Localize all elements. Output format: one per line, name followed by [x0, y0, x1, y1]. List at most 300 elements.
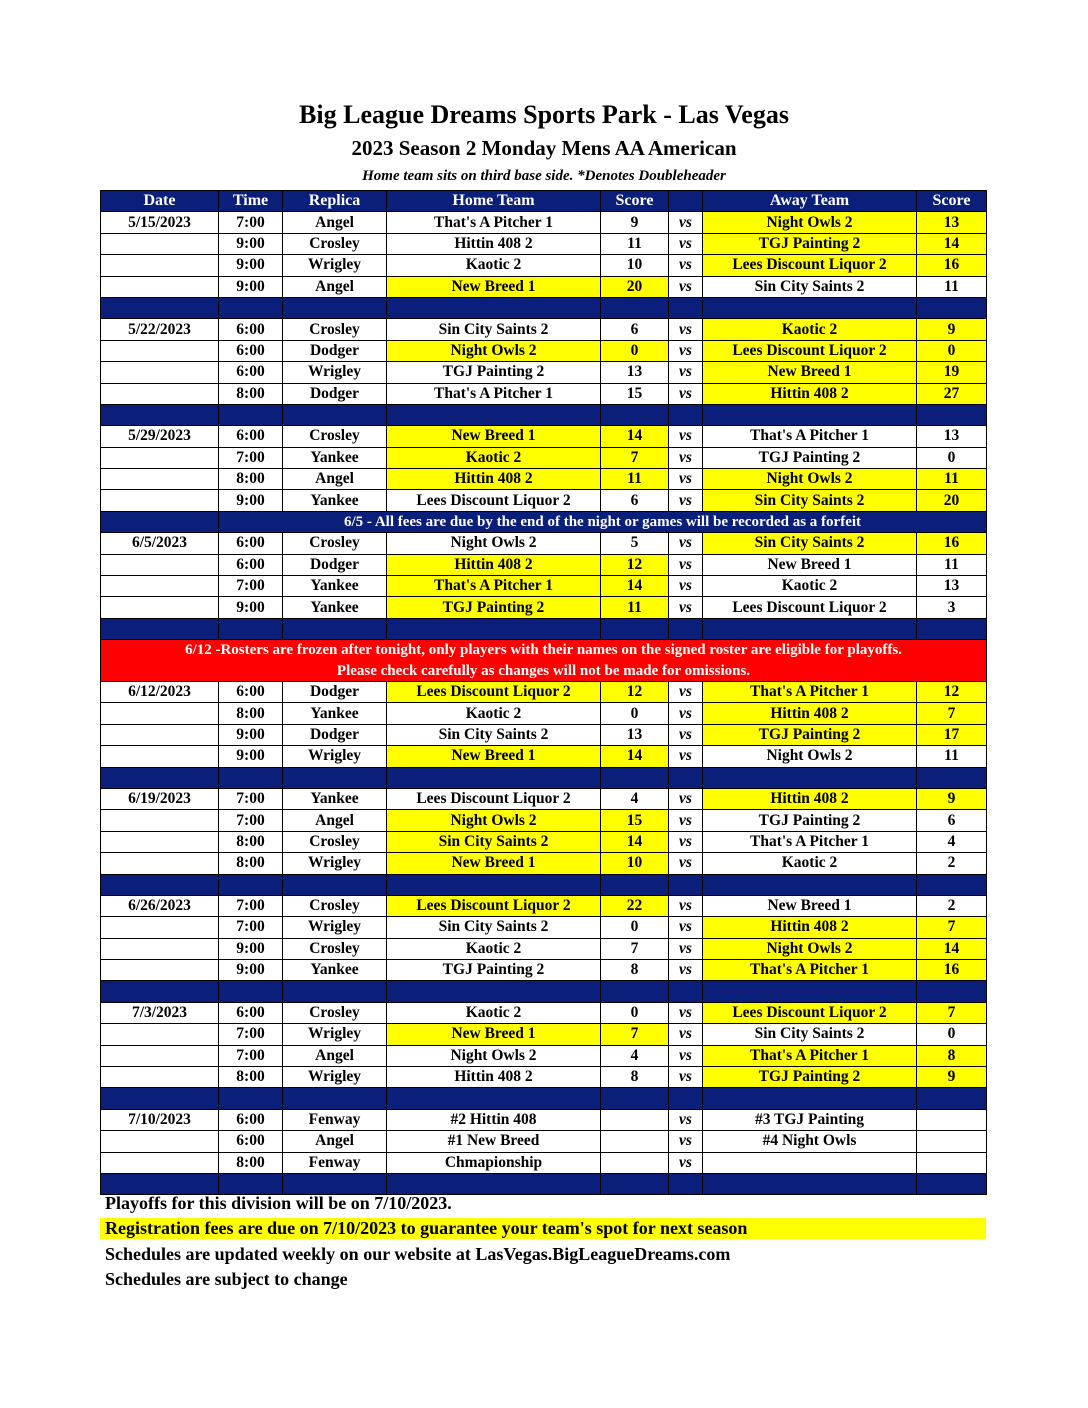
- game-field: Angel: [283, 212, 387, 233]
- game-field: Fenway: [283, 1152, 387, 1173]
- game-time: 9:00: [219, 490, 283, 511]
- week-separator-row: [101, 981, 987, 1002]
- game-field: Angel: [283, 810, 387, 831]
- away-score: 14: [917, 938, 987, 959]
- game-field: Dodger: [283, 340, 387, 361]
- table-row: [101, 788, 987, 809]
- away-score: 0: [917, 1024, 987, 1045]
- week-separator-row: [101, 767, 987, 788]
- away-team: TGJ Painting 2: [703, 724, 917, 745]
- home-team: Kaotic 2: [387, 1002, 601, 1023]
- away-team: TGJ Painting 2: [703, 233, 917, 254]
- table-row: [101, 1045, 987, 1066]
- away-score: 19: [917, 362, 987, 383]
- table-row: [101, 895, 987, 916]
- notice-row: [101, 511, 987, 532]
- game-field: Wrigley: [283, 255, 387, 276]
- notice-text: 6/5 - All fees are due by the end of the night or games will be recorded as a forfeit: [219, 511, 987, 532]
- game-date: [101, 1024, 219, 1045]
- away-score: 11: [917, 469, 987, 490]
- away-score: 2: [917, 895, 987, 916]
- game-time: 6:00: [219, 1002, 283, 1023]
- alert-row: [101, 640, 987, 661]
- footer-registration-note: Registration fees are due on 7/10/2023 to guarantee your team's spot for next season: [100, 1218, 986, 1239]
- separator-cell: [387, 767, 601, 788]
- game-date: [101, 810, 219, 831]
- table-row: [101, 938, 987, 959]
- game-field: Wrigley: [283, 362, 387, 383]
- separator-cell: [601, 618, 669, 639]
- game-field: Wrigley: [283, 1024, 387, 1045]
- away-score: 7: [917, 703, 987, 724]
- away-score: 20: [917, 490, 987, 511]
- col-header-away-score: Score: [917, 191, 987, 212]
- game-field: Dodger: [283, 554, 387, 575]
- table-row: [101, 831, 987, 852]
- away-score: 2: [917, 853, 987, 874]
- game-date: [101, 917, 219, 938]
- separator-cell: [283, 404, 387, 425]
- home-score: 4: [601, 1045, 669, 1066]
- game-time: 6:00: [219, 533, 283, 554]
- game-time: 8:00: [219, 1067, 283, 1088]
- game-date: [101, 1131, 219, 1152]
- separator-cell: [917, 1173, 987, 1194]
- game-time: 7:00: [219, 895, 283, 916]
- separator-cell: [101, 618, 219, 639]
- separator-cell: [101, 981, 219, 1002]
- game-time: 7:00: [219, 788, 283, 809]
- game-date: [101, 362, 219, 383]
- game-date: [101, 724, 219, 745]
- home-score: 15: [601, 383, 669, 404]
- home-score: 11: [601, 469, 669, 490]
- game-field: Wrigley: [283, 917, 387, 938]
- home-score: 20: [601, 276, 669, 297]
- separator-cell: [703, 404, 917, 425]
- away-team: Sin City Saints 2: [703, 490, 917, 511]
- separator-cell: [387, 1088, 601, 1109]
- game-date: 6/5/2023: [101, 533, 219, 554]
- home-team: Lees Discount Liquor 2: [387, 788, 601, 809]
- game-field: Yankee: [283, 788, 387, 809]
- game-time: 6:00: [219, 1109, 283, 1130]
- separator-cell: [669, 1088, 703, 1109]
- away-team: That's A Pitcher 1: [703, 681, 917, 702]
- separator-cell: [601, 874, 669, 895]
- game-date: [101, 746, 219, 767]
- table-row: [101, 426, 987, 447]
- game-time: 6:00: [219, 1131, 283, 1152]
- vs-label: vs: [669, 576, 703, 597]
- game-time: 9:00: [219, 255, 283, 276]
- home-score: 12: [601, 554, 669, 575]
- away-score: 14: [917, 233, 987, 254]
- away-score: [917, 1131, 987, 1152]
- away-score: 11: [917, 554, 987, 575]
- separator-cell: [669, 1173, 703, 1194]
- away-score: [917, 1109, 987, 1130]
- game-time: 7:00: [219, 810, 283, 831]
- footer-website-note: Schedules are updated weekly on our website at LasVegas.BigLeagueDreams.com: [105, 1244, 731, 1264]
- home-team: New Breed 1: [387, 746, 601, 767]
- game-date: 5/29/2023: [101, 426, 219, 447]
- away-team: Night Owls 2: [703, 938, 917, 959]
- game-time: 9:00: [219, 233, 283, 254]
- vs-label: vs: [669, 831, 703, 852]
- away-score: 6: [917, 810, 987, 831]
- game-time: 8:00: [219, 853, 283, 874]
- table-row: [101, 724, 987, 745]
- home-score: 0: [601, 703, 669, 724]
- away-team: Kaotic 2: [703, 319, 917, 340]
- game-date: [101, 340, 219, 361]
- table-row: [101, 447, 987, 468]
- week-separator-row: [101, 297, 987, 318]
- home-score: 14: [601, 426, 669, 447]
- away-score: 17: [917, 724, 987, 745]
- game-field: Crosley: [283, 895, 387, 916]
- away-score: 12: [917, 681, 987, 702]
- home-team: Night Owls 2: [387, 340, 601, 361]
- away-score: 13: [917, 212, 987, 233]
- vs-label: vs: [669, 895, 703, 916]
- game-time: 6:00: [219, 340, 283, 361]
- home-score: 6: [601, 490, 669, 511]
- home-team: Lees Discount Liquor 2: [387, 490, 601, 511]
- vs-label: vs: [669, 533, 703, 554]
- table-row: [101, 597, 987, 618]
- table-row: [101, 319, 987, 340]
- away-team: Sin City Saints 2: [703, 533, 917, 554]
- table-row: [101, 703, 987, 724]
- game-date: [101, 469, 219, 490]
- home-team: New Breed 1: [387, 853, 601, 874]
- game-time: 7:00: [219, 917, 283, 938]
- separator-cell: [669, 981, 703, 1002]
- table-row: [101, 554, 987, 575]
- table-row: [101, 1131, 987, 1152]
- away-score: 13: [917, 576, 987, 597]
- away-team: #3 TGJ Painting: [703, 1109, 917, 1130]
- game-date: [101, 703, 219, 724]
- col-header-date: Date: [101, 191, 219, 212]
- separator-cell: [703, 1088, 917, 1109]
- game-field: Angel: [283, 469, 387, 490]
- separator-cell: [917, 297, 987, 318]
- away-team: Hittin 408 2: [703, 383, 917, 404]
- separator-cell: [601, 981, 669, 1002]
- separator-cell: [387, 874, 601, 895]
- home-score: [601, 1109, 669, 1130]
- separator-cell: [283, 981, 387, 1002]
- game-time: 7:00: [219, 212, 283, 233]
- away-team: Sin City Saints 2: [703, 276, 917, 297]
- page-title: Big League Dreams Sports Park - Las Vegas: [299, 100, 789, 129]
- vs-label: vs: [669, 319, 703, 340]
- vs-label: vs: [669, 1045, 703, 1066]
- home-score: 5: [601, 533, 669, 554]
- game-field: Dodger: [283, 681, 387, 702]
- game-date: [101, 1045, 219, 1066]
- vs-label: vs: [669, 1131, 703, 1152]
- game-time: 6:00: [219, 681, 283, 702]
- vs-label: vs: [669, 276, 703, 297]
- away-score: 9: [917, 788, 987, 809]
- away-score: 7: [917, 1002, 987, 1023]
- separator-cell: [219, 1173, 283, 1194]
- game-date: 5/15/2023: [101, 212, 219, 233]
- away-team: Night Owls 2: [703, 746, 917, 767]
- home-team: Kaotic 2: [387, 703, 601, 724]
- home-score: 0: [601, 340, 669, 361]
- game-field: Crosley: [283, 831, 387, 852]
- separator-cell: [283, 1173, 387, 1194]
- home-team: That's A Pitcher 1: [387, 576, 601, 597]
- home-team: That's A Pitcher 1: [387, 212, 601, 233]
- home-team: Night Owls 2: [387, 1045, 601, 1066]
- game-date: 6/12/2023: [101, 681, 219, 702]
- table-row: [101, 212, 987, 233]
- home-score: 9: [601, 212, 669, 233]
- separator-cell: [917, 618, 987, 639]
- separator-cell: [101, 1173, 219, 1194]
- game-date: [101, 554, 219, 575]
- home-score: 13: [601, 724, 669, 745]
- col-header-time: Time: [219, 191, 283, 212]
- col-header-home-team: Home Team: [387, 191, 601, 212]
- table-row: [101, 1024, 987, 1045]
- home-team: Kaotic 2: [387, 255, 601, 276]
- home-team: Hittin 408 2: [387, 554, 601, 575]
- game-date: [101, 1067, 219, 1088]
- home-score: 8: [601, 960, 669, 981]
- separator-cell: [219, 874, 283, 895]
- vs-label: vs: [669, 938, 703, 959]
- week-separator-row: [101, 874, 987, 895]
- schedule-note: Home team sits on third base side. *Denotes Doubleheader: [362, 168, 726, 184]
- home-score: [601, 1152, 669, 1173]
- game-field: Yankee: [283, 576, 387, 597]
- separator-cell: [703, 618, 917, 639]
- vs-label: vs: [669, 597, 703, 618]
- game-field: Crosley: [283, 533, 387, 554]
- home-score: 22: [601, 895, 669, 916]
- away-score: 9: [917, 319, 987, 340]
- separator-cell: [917, 874, 987, 895]
- home-team: Sin City Saints 2: [387, 831, 601, 852]
- game-time: 8:00: [219, 469, 283, 490]
- separator-cell: [219, 981, 283, 1002]
- home-score: 12: [601, 681, 669, 702]
- game-date: [101, 597, 219, 618]
- home-score: [601, 1131, 669, 1152]
- table-row: [101, 490, 987, 511]
- game-date: [101, 853, 219, 874]
- away-team: Kaotic 2: [703, 853, 917, 874]
- table-row: [101, 746, 987, 767]
- game-date: 5/22/2023: [101, 319, 219, 340]
- home-team: TGJ Painting 2: [387, 960, 601, 981]
- away-score: 0: [917, 340, 987, 361]
- separator-cell: [703, 767, 917, 788]
- away-team: That's A Pitcher 1: [703, 426, 917, 447]
- away-score: 4: [917, 831, 987, 852]
- vs-label: vs: [669, 810, 703, 831]
- separator-cell: [703, 874, 917, 895]
- home-team: New Breed 1: [387, 276, 601, 297]
- table-row: [101, 362, 987, 383]
- away-team: That's A Pitcher 1: [703, 960, 917, 981]
- separator-cell: [601, 1088, 669, 1109]
- home-score: 14: [601, 831, 669, 852]
- game-field: Dodger: [283, 724, 387, 745]
- home-team: New Breed 1: [387, 1024, 601, 1045]
- schedule-body: [101, 191, 987, 1195]
- home-score: 0: [601, 917, 669, 938]
- game-field: Crosley: [283, 233, 387, 254]
- separator-cell: [669, 297, 703, 318]
- table-row: [101, 681, 987, 702]
- separator-cell: [283, 618, 387, 639]
- table-row: [101, 576, 987, 597]
- away-team: Lees Discount Liquor 2: [703, 340, 917, 361]
- separator-cell: [669, 874, 703, 895]
- separator-cell: [219, 297, 283, 318]
- alert-row: [101, 661, 987, 682]
- game-date: 6/19/2023: [101, 788, 219, 809]
- game-time: 6:00: [219, 362, 283, 383]
- away-team: Sin City Saints 2: [703, 1024, 917, 1045]
- table-row: [101, 340, 987, 361]
- home-score: 7: [601, 447, 669, 468]
- table-row: [101, 1109, 987, 1130]
- vs-label: vs: [669, 340, 703, 361]
- vs-label: vs: [669, 1024, 703, 1045]
- game-time: 7:00: [219, 1045, 283, 1066]
- vs-label: vs: [669, 746, 703, 767]
- game-field: Yankee: [283, 703, 387, 724]
- separator-cell: [601, 1173, 669, 1194]
- separator-cell: [101, 404, 219, 425]
- separator-cell: [601, 767, 669, 788]
- game-time: 7:00: [219, 576, 283, 597]
- game-field: Yankee: [283, 447, 387, 468]
- home-team: Sin City Saints 2: [387, 917, 601, 938]
- home-team: That's A Pitcher 1: [387, 383, 601, 404]
- col-header-away-team: Away Team: [703, 191, 917, 212]
- home-score: 0: [601, 1002, 669, 1023]
- vs-label: vs: [669, 960, 703, 981]
- col-header-home-score: Score: [601, 191, 669, 212]
- alert-text: 6/12 -Rosters are frozen after tonight, only players with their names on the signed roster are eligible for playoffs.: [101, 640, 987, 661]
- game-field: Yankee: [283, 490, 387, 511]
- away-team: Lees Discount Liquor 2: [703, 255, 917, 276]
- game-time: 7:00: [219, 447, 283, 468]
- separator-cell: [101, 874, 219, 895]
- home-score: 7: [601, 938, 669, 959]
- separator-cell: [917, 1088, 987, 1109]
- home-score: 4: [601, 788, 669, 809]
- vs-label: vs: [669, 703, 703, 724]
- home-team: TGJ Painting 2: [387, 597, 601, 618]
- vs-label: vs: [669, 1002, 703, 1023]
- separator-cell: [219, 767, 283, 788]
- game-field: Yankee: [283, 960, 387, 981]
- away-team: Night Owls 2: [703, 212, 917, 233]
- game-time: 8:00: [219, 703, 283, 724]
- separator-cell: [917, 404, 987, 425]
- game-time: 7:00: [219, 1024, 283, 1045]
- game-field: Fenway: [283, 1109, 387, 1130]
- vs-label: vs: [669, 1109, 703, 1130]
- separator-cell: [387, 404, 601, 425]
- away-team: That's A Pitcher 1: [703, 1045, 917, 1066]
- game-time: 6:00: [219, 554, 283, 575]
- separator-cell: [283, 1088, 387, 1109]
- col-header-vs: [669, 191, 703, 212]
- away-team: #4 Night Owls: [703, 1131, 917, 1152]
- home-team: New Breed 1: [387, 426, 601, 447]
- separator-cell: [669, 404, 703, 425]
- game-field: Crosley: [283, 938, 387, 959]
- home-team: Night Owls 2: [387, 533, 601, 554]
- separator-cell: [601, 297, 669, 318]
- game-date: [101, 960, 219, 981]
- game-date: [101, 576, 219, 597]
- week-separator-row: [101, 618, 987, 639]
- home-score: 7: [601, 1024, 669, 1045]
- away-score: 7: [917, 917, 987, 938]
- away-score: 27: [917, 383, 987, 404]
- separator-cell: [101, 1088, 219, 1109]
- away-team: New Breed 1: [703, 895, 917, 916]
- separator-cell: [387, 297, 601, 318]
- home-score: 10: [601, 853, 669, 874]
- game-field: Wrigley: [283, 1067, 387, 1088]
- away-team: Night Owls 2: [703, 469, 917, 490]
- vs-label: vs: [669, 853, 703, 874]
- game-time: 8:00: [219, 1152, 283, 1173]
- away-score: 16: [917, 960, 987, 981]
- home-score: 8: [601, 1067, 669, 1088]
- home-team: TGJ Painting 2: [387, 362, 601, 383]
- home-score: 13: [601, 362, 669, 383]
- game-field: Crosley: [283, 319, 387, 340]
- game-date: 7/3/2023: [101, 1002, 219, 1023]
- home-team: #1 New Breed: [387, 1131, 601, 1152]
- game-field: Crosley: [283, 1002, 387, 1023]
- away-team: New Breed 1: [703, 554, 917, 575]
- game-date: [101, 1152, 219, 1173]
- game-date: [101, 383, 219, 404]
- table-row: [101, 276, 987, 297]
- home-team: Sin City Saints 2: [387, 319, 601, 340]
- home-team: Lees Discount Liquor 2: [387, 681, 601, 702]
- home-team: Sin City Saints 2: [387, 724, 601, 745]
- vs-label: vs: [669, 554, 703, 575]
- away-score: 16: [917, 255, 987, 276]
- table-row: [101, 383, 987, 404]
- vs-label: vs: [669, 724, 703, 745]
- week-separator-row: [101, 1088, 987, 1109]
- vs-label: vs: [669, 362, 703, 383]
- vs-label: vs: [669, 233, 703, 254]
- game-time: 9:00: [219, 746, 283, 767]
- schedule-table: [100, 190, 987, 1195]
- game-field: Angel: [283, 1131, 387, 1152]
- game-time: 9:00: [219, 938, 283, 959]
